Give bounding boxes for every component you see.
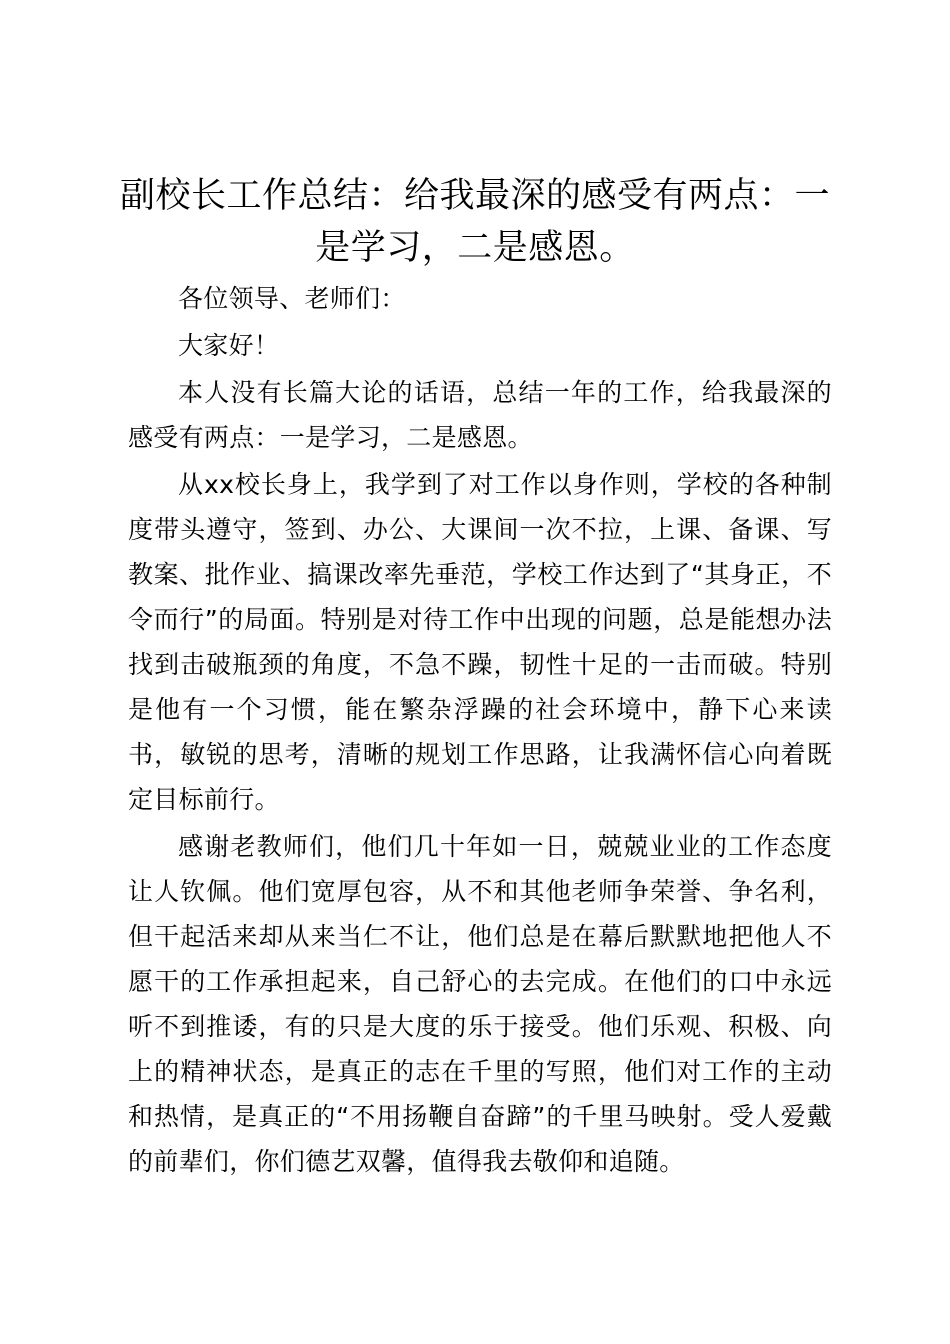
document-title: 副校长工作总结：给我最深的感受有两点：一是学习，二是感恩。 [119, 176, 830, 268]
paragraph-gratitude: 感谢老教师们，他们几十年如一日，兢兢业业的工作态度让人钦佩。他们宽厚包容，从不和其他老师争荣誉、争名利，但干起活来却从来当仁不让，他们总是在幕后默默地把他人不愿干的工作承担起来，自己舒心的去完成。在他们的口中永远听不到推诿，有的只是大度的乐于接受。他们乐观、积极、向上的精神状态，是真正的志在千里的写照，他们对工作的主动和热情，是真正的“不用扬鞭自奋蹄”的千里马映射。受人爱戴的前辈们，你们德艺双馨，值得我去敬仰和追随。 [128, 832, 832, 1176]
paragraph-intro: 本人没有长篇大论的话语，总结一年的工作，给我最深的感受有两点：一是学习，二是感恩。 [128, 378, 832, 452]
paragraph-learning: 从xx校长身上，我学到了对工作以身作则，学校的各种制度带头遵守，签到、办公、大课间一次不拉，上课、备课、写教案、批作业、搞课改率先垂范，学校工作达到了“其身正，不令而行”的局面。特别是对待工作中出现的问题，总是能想办法找到击破瓶颈的角度，不急不躁，韧性十足的一击而破。特别是他有一个习惯，能在繁杂浮躁的社会环境中，静下心来读书，敏锐的思考，清晰的规划工作思路，让我满怀信心向着既定目标前行。 [128, 470, 832, 814]
document-body [128, 276, 832, 1186]
greeting: 大家好！ [178, 331, 280, 360]
salutation: 各位领导、老师们： [178, 284, 406, 313]
